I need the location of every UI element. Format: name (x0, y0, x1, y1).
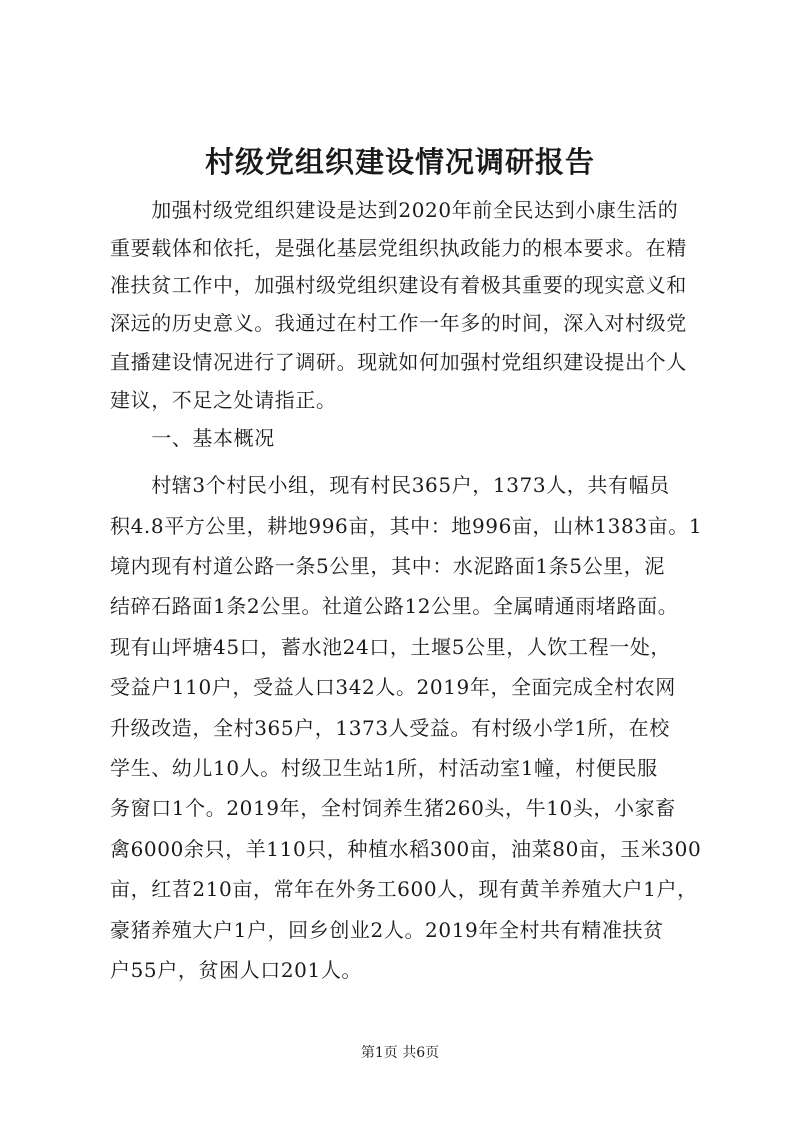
body-line: 务窗口1个。2019年，全村饲养生猪260头，牛10头，小家畜 (110, 796, 676, 820)
body-line: 学生、幼儿10人。村级卫生站1所，村活动室1幢，村便民服 (110, 756, 658, 780)
page-number-footer: 第1页 共6页 (360, 1045, 440, 1061)
body-line: 加强村级党组织建设是达到2020年前全民达到小康生活的 (110, 198, 679, 222)
body-line: 户55户，贫困人口201人。 (110, 958, 363, 982)
body-line: 禽6000余只，羊110只，种植水稻300亩，油菜80亩，玉米300 (110, 837, 702, 861)
body-line: 建议，不足之处请指正。 (110, 388, 337, 412)
body-line: 升级改造，全村365户，1373人受益。有村级小学1所，在校 (110, 716, 670, 740)
body-line: 受益户110户，受益人口342人。2019年，全面完成全村农网 (110, 675, 676, 699)
body-line: 豪猪养殖大户1户，回乡创业2人。2019年全村共有精准扶贫 (110, 918, 664, 942)
body-line: 境内现有村道公路一条5公里，其中：水泥路面1条5公里，泥 (110, 554, 665, 578)
body-line: 积4.8平方公里，耕地996亩，其中：地996亩，山林1383亩。1 (110, 514, 703, 538)
body-line: 结碎石路面1条2公里。社道公路12公里。全属晴通雨堵路面。 (110, 594, 679, 618)
section-heading: 一、基本概况 (110, 426, 275, 450)
body-line: 深远的历史意义。我通过在村工作一年多的时间，深入对村级党 (110, 311, 687, 335)
body-line: 直播建设情况进行了调研。现就如何加强村党组织建设提出个人 (110, 350, 687, 374)
body-line: 重要载体和依托，是强化基层党组织执政能力的根本要求。在精 (110, 236, 687, 260)
body-line: 村辖3个村民小组，现有村民365户，1373人，共有幅员 (110, 473, 670, 497)
body-line: 准扶贫工作中，加强村级党组织建设有着极其重要的现实意义和 (110, 273, 687, 297)
body-line: 亩，红苕210亩，常年在外务工600人，现有黄羊养殖大户1户， (110, 877, 698, 901)
body-line: 现有山坪塘45口，蓄水池24口，土堰5公里，人饮工程一处， (110, 635, 672, 659)
document-title: 村级党组织建设情况调研报告 (204, 145, 595, 179)
